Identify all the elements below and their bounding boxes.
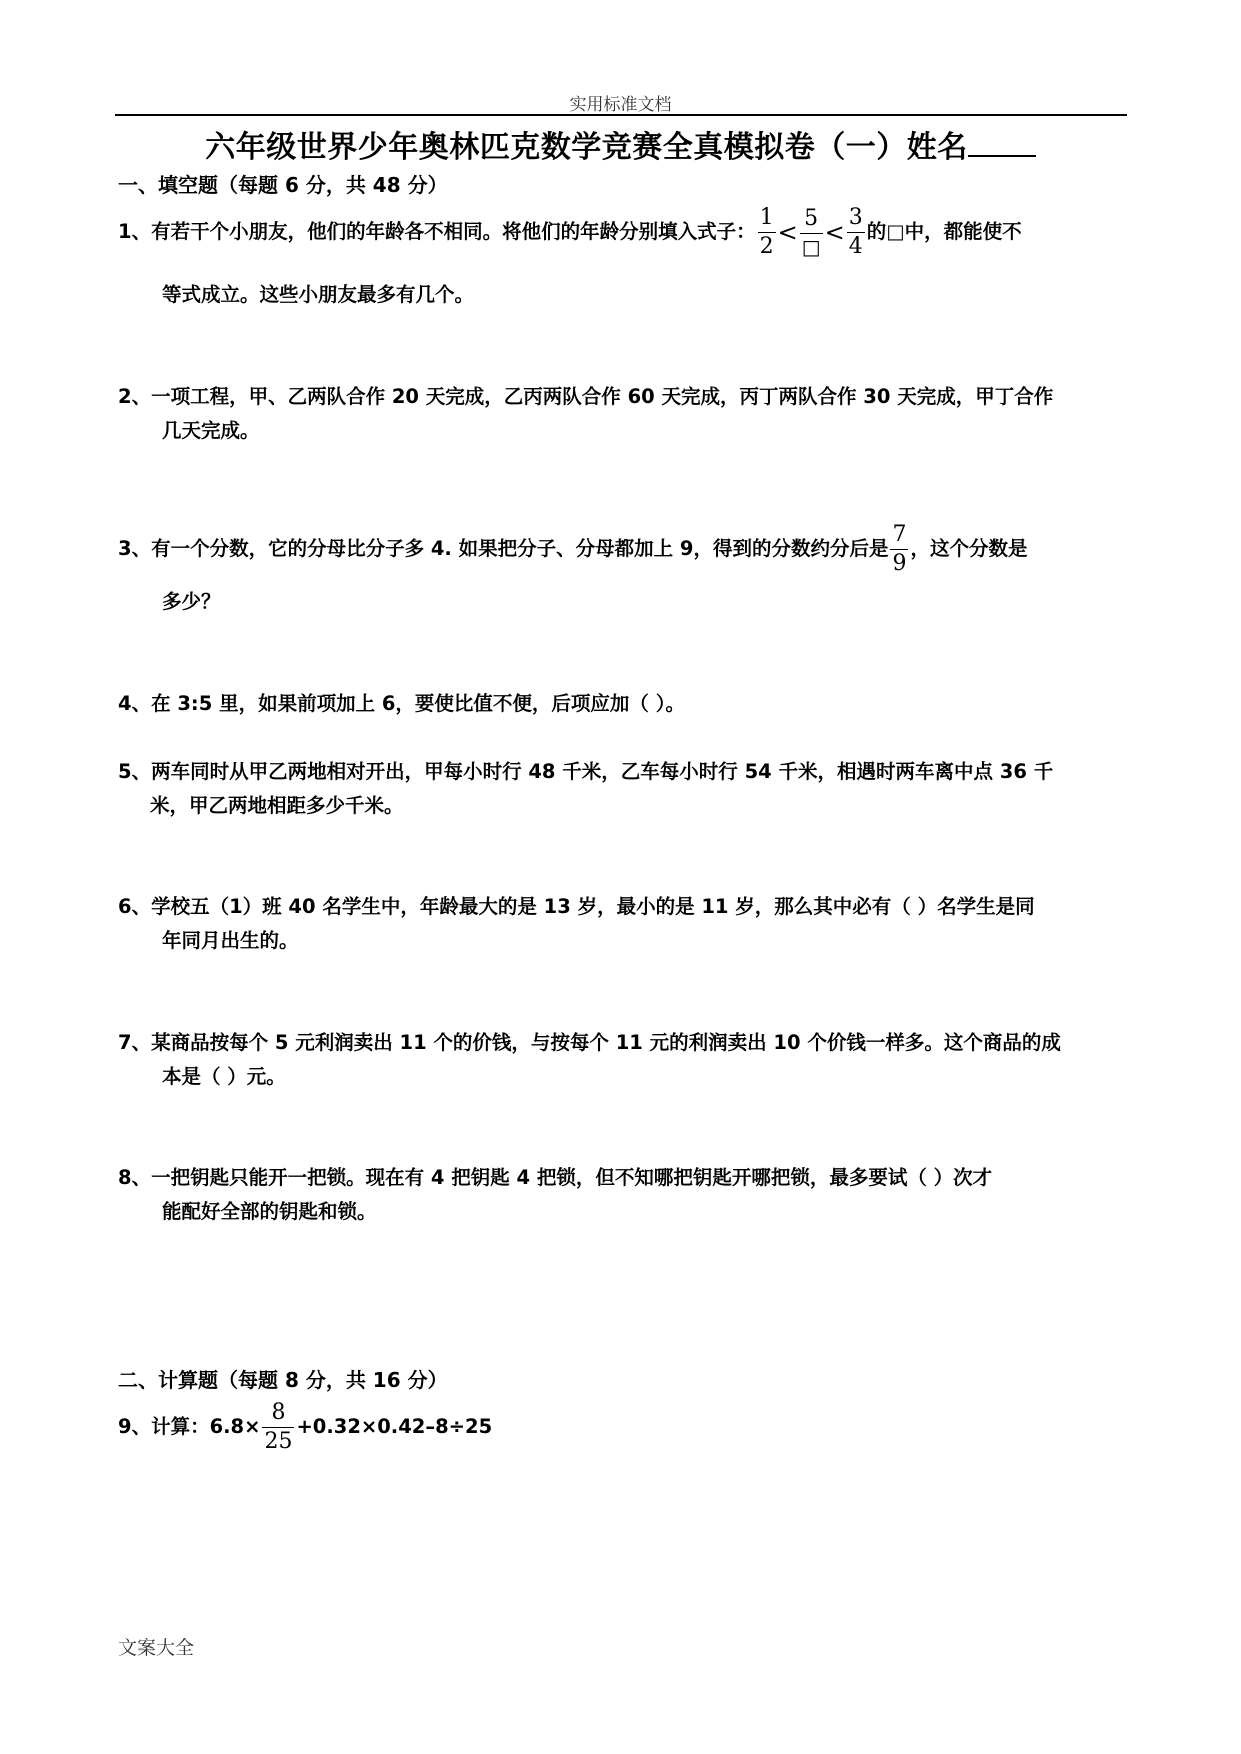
q9-numerator: 8: [262, 1402, 294, 1428]
q3-text-before: 3、有一个分数，它的分母比分子多 4. 如果把分子、分母都加上 9，得到的分数约分后是: [118, 537, 889, 560]
question-2-line-2: 几天完成。: [162, 419, 260, 442]
exam-title: [0, 122, 1241, 166]
q1-less-than-1: <: [777, 218, 798, 247]
question-8-line-2: 能配好全部的钥匙和锁。: [162, 1200, 377, 1223]
q9-text-after: +0.32×0.42–8÷25: [296, 1415, 493, 1438]
q1-text-after: 的□中，都能使不: [866, 220, 1022, 243]
q1-f2-denominator: □: [801, 235, 821, 259]
question-2: 2、一项工程，甲、乙两队合作 20 天完成，乙丙两队合作 60 天完成，丙丁两队合作 30 天完成，甲丁合作: [118, 385, 1054, 408]
q1-fraction-2: [800, 208, 823, 257]
question-4: 4、在 3:5 里，如果前项加上 6，要使比值不便，后项应加（ ）。: [118, 692, 685, 715]
page-footer: 文案大全: [118, 1637, 195, 1659]
q3-fraction: [890, 524, 908, 575]
q3-denominator: 9: [892, 551, 907, 576]
name-blank: [968, 131, 1036, 157]
section-2-heading: 二、计算题（每题 8 分，共 16 分）: [118, 1368, 448, 1392]
q9-denominator: 25: [264, 1429, 293, 1454]
question-6-line-2: 年同月出生的。: [162, 929, 299, 952]
question-6: 6、学校五（1）班 40 名学生中，年龄最大的是 13 岁，最小的是 11 岁，那么其中必有（ ）名学生是同: [118, 895, 1035, 918]
question-9: [118, 1402, 492, 1453]
question-3-line-2: 多少？: [162, 590, 221, 613]
q1-f1-numerator: 1: [758, 207, 776, 233]
q1-fraction-3: [847, 207, 865, 258]
q1-less-than-2: <: [824, 218, 845, 247]
q1-f3-numerator: 3: [847, 207, 865, 233]
question-3: [118, 524, 1028, 575]
question-1: [118, 207, 1022, 258]
question-8: 8、一把钥匙只能开一把锁。现在有 4 把钥匙 4 把锁，但不知哪把钥匙开哪把锁，最多要试（ ）次才: [118, 1166, 993, 1189]
q3-numerator: 7: [890, 524, 908, 550]
q1-f1-denominator: 2: [759, 234, 774, 259]
page-header: 实用标准文档: [569, 95, 672, 115]
q1-f2-numerator: 5: [800, 208, 823, 234]
section-1-heading: 一、填空题（每题 6 分，共 48 分）: [118, 173, 448, 197]
question-7: 7、某商品按每个 5 元利润卖出 11 个的价钱，与按每个 11 元的利润卖出 10 个价钱一样多。这个商品的成: [118, 1031, 1061, 1054]
q9-fraction: [262, 1402, 294, 1453]
q1-f3-denominator: 4: [848, 234, 863, 259]
q1-text-before: 1、有若干个小朋友，他们的年龄各不相同。将他们的年龄分别填入式子：: [118, 220, 756, 243]
question-1-line-2: 等式成立。这些小朋友最多有几个。: [162, 283, 475, 306]
header-rule: [115, 114, 1127, 116]
q3-text-after: ，这个分数是: [910, 537, 1028, 560]
q9-text-before: 9、计算：6.8×: [118, 1415, 261, 1438]
exam-title-text: 六年级世界少年奥林匹克数学竞赛全真模拟卷（一）姓名: [205, 130, 968, 165]
q1-fraction-1: [758, 207, 776, 258]
question-5: 5、两车同时从甲乙两地相对开出，甲每小时行 48 千米，乙车每小时行 54 千米，相遇时两车离中点 36 千: [118, 760, 1054, 783]
question-5-line-2: 米，甲乙两地相距多少千米。: [150, 794, 404, 817]
question-7-line-2: 本是（ ）元。: [162, 1065, 286, 1088]
